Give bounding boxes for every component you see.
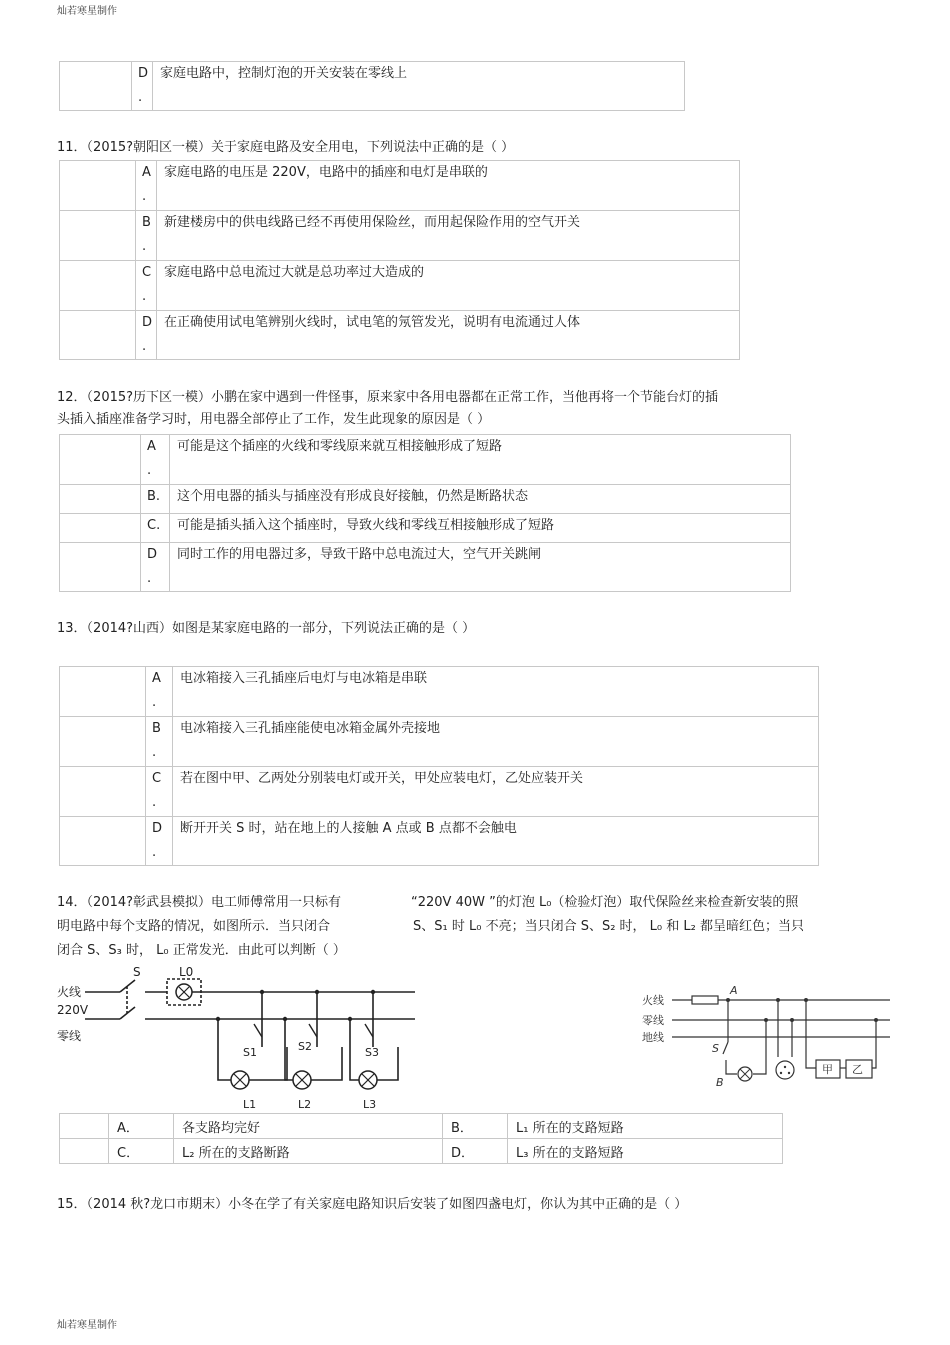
option-text: 各支路均完好 — [174, 1114, 443, 1139]
option-key: D — [142, 315, 153, 330]
question-14-line2a: 明电路中每个支路的情况，如图所示．当只闭合 — [57, 919, 331, 934]
question-14-line1b: “220V 40W ”的灯泡 L₀（检验灯泡）取代保险丝来检查新安装的照 — [411, 895, 799, 910]
option-row — [60, 485, 791, 514]
option-dot: . — [138, 90, 143, 105]
option-key: B. — [147, 489, 161, 504]
option-text: 可能是插头插入这个插座时，导致火线和零线互相接触形成了短路 — [170, 514, 791, 543]
fig2-ground-label: 地线 — [642, 1031, 664, 1044]
option-row: A . 可能是这个插座的火线和零线原来就互相接触形成了短路 — [60, 435, 791, 485]
option-text: 家庭电路中，控制灯泡的开关安装在零线上 — [153, 62, 685, 111]
option-key: B． — [443, 1114, 508, 1139]
option-row — [60, 1114, 783, 1139]
page-footer: 灿若寒星制作 — [57, 1320, 117, 1331]
option-key: A — [142, 165, 151, 180]
option-row: C . 若在图中甲、乙两处分别装电灯或开关，甲处应装电灯，乙处应装开关 — [60, 767, 819, 817]
option-row — [60, 514, 791, 543]
q13-option-table — [59, 666, 819, 866]
option-row: A . 电冰箱接入三孔插座后电灯与电冰箱是串联 — [60, 667, 819, 717]
question-15-stem: 15．（2014 秋?龙口市期末）小冬在学了有关家庭电路知识后安装了如图四盏电灯，你认为其中正确的是（ ） — [57, 1197, 688, 1212]
option-text: L₁ 所在的支路短路 — [508, 1114, 783, 1139]
page-header: 灿若寒星制作 — [57, 6, 117, 17]
point-b-label: B — [716, 1076, 724, 1089]
option-text: 家庭电路中总电流过大就是总功率过大造成的 — [157, 261, 740, 311]
option-key: A — [147, 439, 156, 454]
option-text: 同时工作的用电器过多，导致干路中总电流过大，空气开关跳闸 — [170, 543, 791, 592]
lamp-l3-label: L3 — [363, 1098, 377, 1111]
household-circuit-diagram — [640, 982, 895, 1094]
switch-s-label: S — [133, 965, 141, 979]
option-text: 若在图中甲、乙两处分别装电灯或开关，甲处应装电灯，乙处应装开关 — [173, 767, 819, 817]
option-key: B — [152, 721, 161, 736]
lamp-l2-label: L2 — [298, 1098, 312, 1111]
option-text: 这个用电器的插头与插座没有形成良好接触，仍然是断路状态 — [170, 485, 791, 514]
option-row — [60, 62, 685, 111]
option-row: C . 家庭电路中总电流过大就是总功率过大造成的 — [60, 261, 740, 311]
option-key: A — [152, 671, 161, 686]
option-key: D． — [443, 1139, 508, 1164]
test-lamp-circuit-diagram — [55, 962, 420, 1112]
option-key: C. — [147, 518, 161, 533]
q11-option-table — [59, 160, 740, 360]
question-13-stem: 13．（2014?山西）如图是某家庭电路的一部分，下列说法正确的是（ ） — [57, 621, 476, 636]
option-key: C — [142, 265, 152, 280]
option-text: L₂ 所在的支路断路 — [174, 1139, 443, 1164]
option-key: A． — [109, 1114, 174, 1139]
question-14-line3: 闭合 S、S₃ 时， L₀ 正常发光．由此可以判断（ ） — [57, 943, 346, 958]
lamp-l0-label: L0 — [179, 965, 194, 979]
option-key: D — [152, 821, 163, 836]
voltage-label: 220V — [57, 1003, 89, 1017]
q10-option-table — [59, 61, 685, 111]
option-row: D . 在正确使用试电笔辨别火线时，试电笔的氖管发光，说明有电流通过人体 — [60, 311, 740, 360]
fig2-live-label: 火线 — [642, 994, 664, 1007]
live-wire-label: 火线 — [57, 985, 82, 999]
option-key: B — [142, 215, 151, 230]
option-key: D — [138, 66, 149, 81]
neutral-wire-label: 零线 — [57, 1029, 82, 1043]
switch-s2-label: S2 — [298, 1040, 312, 1053]
option-text: 断开开关 S 时，站在地上的人接触 A 点或 B 点都不会触电 — [173, 817, 819, 866]
option-text: L₃ 所在的支路短路 — [508, 1139, 783, 1164]
switch-s1-label: S1 — [243, 1046, 257, 1059]
option-text: 家庭电路的电压是 220V，电路中的插座和电灯是串联的 — [157, 161, 740, 211]
question-11-stem: 11．（2015?朝阳区一模）关于家庭电路及安全用电，下列说法中正确的是（ ） — [57, 140, 515, 155]
q14-option-table — [59, 1113, 783, 1164]
option-row: D . 断开开关 S 时，站在地上的人接触 A 点或 B 点都不会触电 — [60, 817, 819, 866]
point-a-label: A — [730, 984, 738, 997]
option-row — [60, 1139, 783, 1164]
option-key: C． — [109, 1139, 174, 1164]
question-14-line2b: S、S₁ 时 L₀ 不亮；当只闭合 S、S₂ 时， L₀ 和 L₂ 都呈暗红色；当只 — [413, 919, 804, 934]
option-key: D — [147, 547, 158, 562]
option-text: 在正确使用试电笔辨别火线时，试电笔的氖管发光，说明有电流通过人体 — [157, 311, 740, 360]
fig2-switch-label: S — [712, 1042, 719, 1055]
q12-option-table — [59, 434, 791, 592]
option-text: 电冰箱接入三孔插座后电灯与电冰箱是串联 — [173, 667, 819, 717]
switch-s3-label: S3 — [365, 1046, 379, 1059]
option-text: 电冰箱接入三孔插座能使电冰箱金属外壳接地 — [173, 717, 819, 767]
fig2-neutral-label: 零线 — [642, 1014, 664, 1027]
option-row: D . 同时工作的用电器过多，导致干路中总电流过大，空气开关跳闸 — [60, 543, 791, 592]
option-text: 可能是这个插座的火线和零线原来就互相接触形成了短路 — [170, 435, 791, 485]
option-row: B . 新建楼房中的供电线路已经不再使用保险丝，而用起保险作用的空气开关 — [60, 211, 740, 261]
option-row: B . 电冰箱接入三孔插座能使电冰箱金属外壳接地 — [60, 717, 819, 767]
yi-label: 乙 — [852, 1063, 863, 1076]
option-key: C — [152, 771, 162, 786]
question-12-stem-line1: 12．（2015?历下区一模）小鹏在家中遇到一件怪事，原来家中各用电器都在正常工作，当他再将一个节能台灯的插 — [57, 390, 719, 405]
jia-label: 甲 — [822, 1063, 833, 1076]
option-text: 新建楼房中的供电线路已经不再使用保险丝，而用起保险作用的空气开关 — [157, 211, 740, 261]
question-14-line1a: 14．（2014?彰武县模拟）电工师傅常用一只标有 — [57, 895, 342, 910]
option-row: A . 家庭电路的电压是 220V，电路中的插座和电灯是串联的 — [60, 161, 740, 211]
lamp-l1-label: L1 — [243, 1098, 257, 1111]
question-12-stem-line2: 头插入插座准备学习时，用电器全部停止了工作，发生此现象的原因是（ ） — [57, 412, 491, 427]
